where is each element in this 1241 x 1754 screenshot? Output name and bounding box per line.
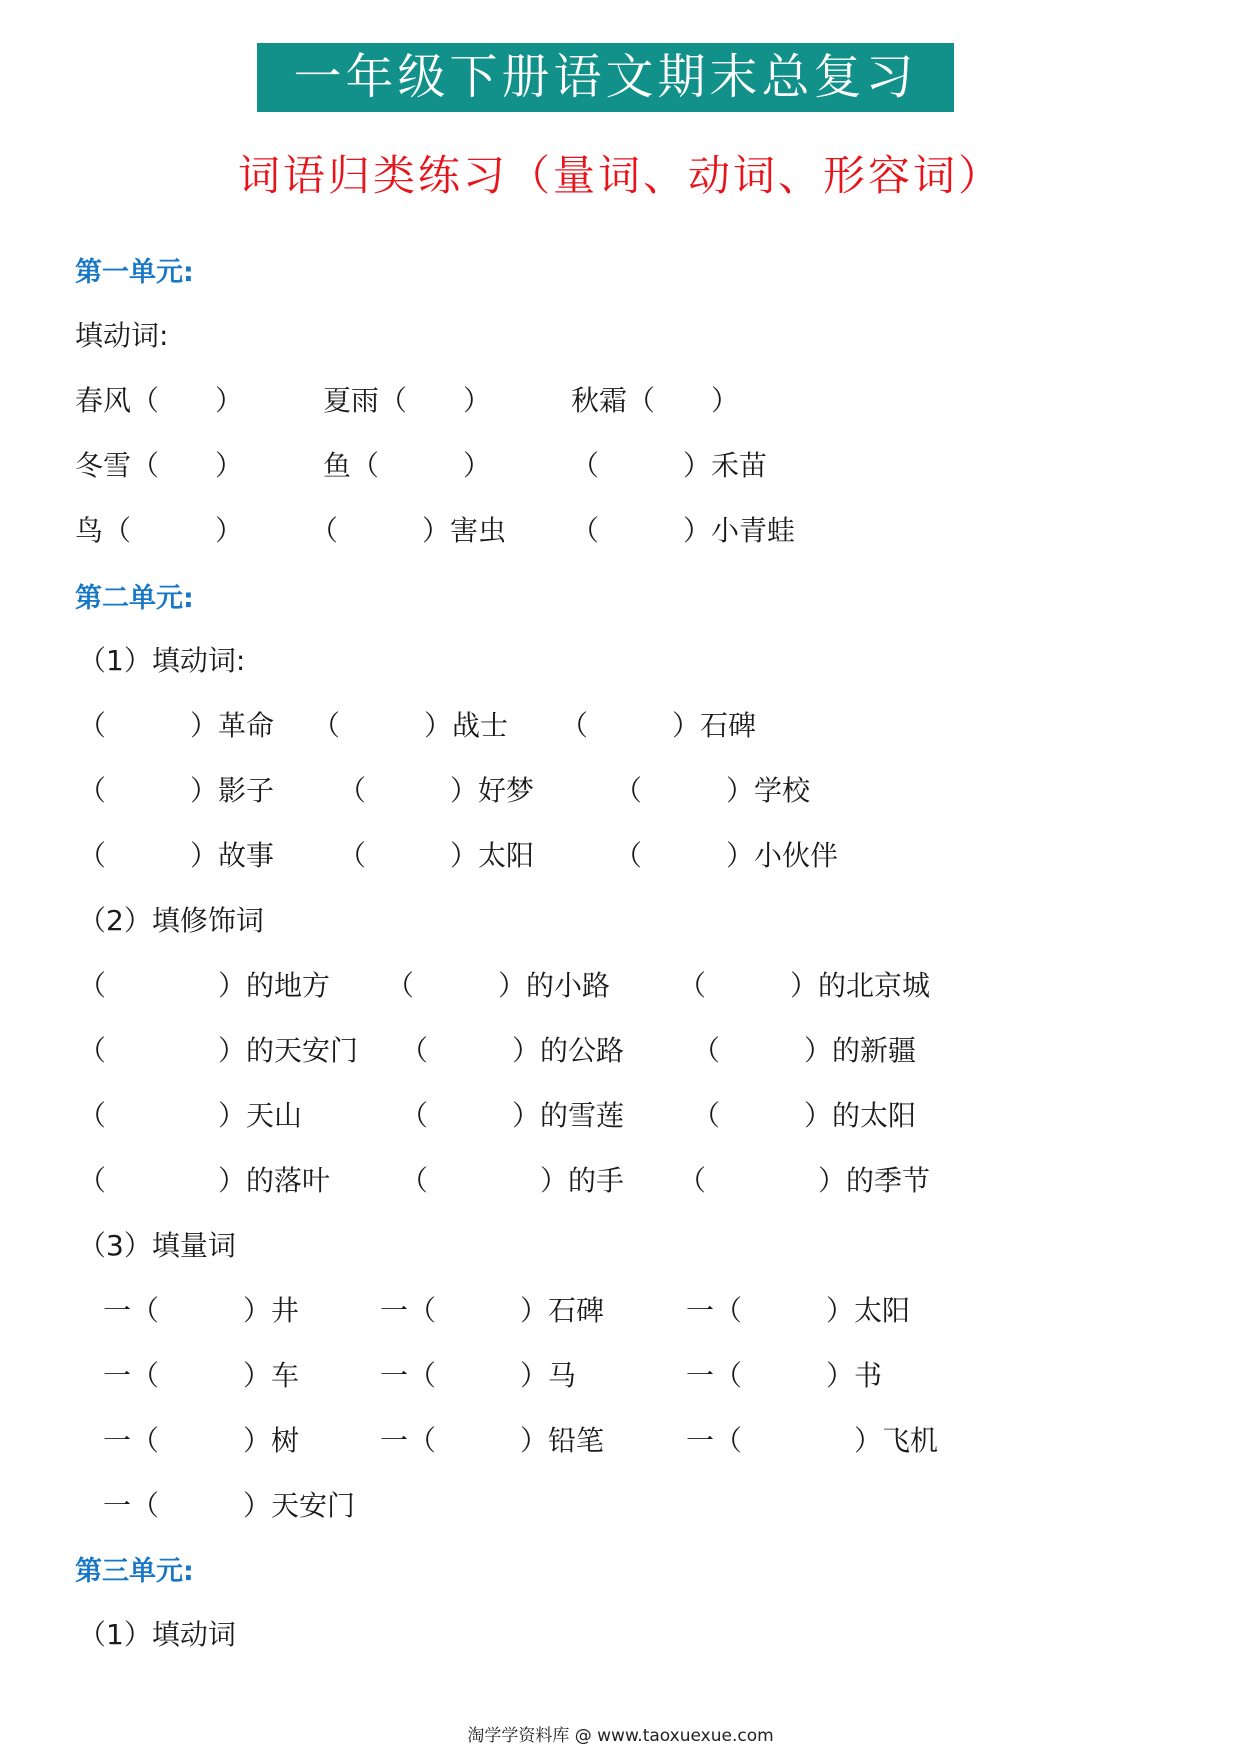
exercise-item: （ ）影子	[78, 774, 275, 807]
exercise-item: 一（ ）井	[103, 1294, 300, 1327]
exercise-item: （ ）的季节	[678, 1164, 931, 1197]
exercise-item: 秋霜（ ）	[571, 384, 740, 417]
exercise-item: （ ）好梦	[338, 774, 535, 807]
exercise-item: （ ）害虫	[310, 514, 507, 547]
exercise-item: 冬雪（ ）	[75, 449, 244, 482]
exercise-item: （ ）天山	[78, 1099, 303, 1132]
exercise-item: 一（ ）天安门	[103, 1489, 356, 1522]
exercise-item: （ ）的落叶	[78, 1164, 331, 1197]
exercise-item: 鱼（ ）	[323, 449, 492, 482]
exercise-item: （ ）学校	[614, 774, 811, 807]
exercise-item: 一（ ）飞机	[686, 1424, 939, 1457]
exercise-item: （ ）的小路	[386, 969, 611, 1002]
unit-2-heading: 第二单元:	[75, 583, 194, 614]
exercise-item: 一（ ）车	[103, 1359, 300, 1392]
exercise-item: （ ）太阳	[338, 839, 535, 872]
exercise-item: （ ）的地方	[78, 969, 331, 1002]
unit-2-part-1-label: （1）填动词:	[78, 644, 246, 677]
exercise-item: （ ）的太阳	[692, 1099, 917, 1132]
exercise-item: （ ）的公路	[400, 1034, 625, 1067]
unit-1-heading: 第一单元:	[75, 257, 194, 288]
page-title: 一年级下册语文期末总复习	[257, 43, 954, 112]
exercise-item: （ ）禾苗	[571, 449, 768, 482]
unit-1-label: 填动词:	[75, 319, 169, 352]
exercise-item: （ ）的新疆	[692, 1034, 917, 1067]
footer-watermark: 淘学学资料库 @ www.taoxuexue.com	[467, 1726, 774, 1746]
exercise-item: 鸟（ ）	[75, 514, 244, 547]
exercise-item: 一（ ）树	[103, 1424, 300, 1457]
exercise-item: 一（ ）太阳	[686, 1294, 911, 1327]
unit-2-part-3-label: （3）填量词	[78, 1229, 236, 1262]
exercise-item: 一（ ）书	[686, 1359, 883, 1392]
exercise-item: 夏雨（ ）	[323, 384, 492, 417]
exercise-item: （ ）的手	[400, 1164, 625, 1197]
exercise-item: （ ）小伙伴	[614, 839, 839, 872]
exercise-item: （ ）的雪莲	[400, 1099, 625, 1132]
unit-3-heading: 第三单元:	[75, 1556, 194, 1587]
exercise-item: 一（ ）马	[380, 1359, 577, 1392]
exercise-item: （ ）的北京城	[678, 969, 931, 1002]
page-subtitle: 词语归类练习（量词、动词、形容词）	[237, 151, 1003, 200]
exercise-item: 春风（ ）	[75, 384, 244, 417]
exercise-item: 一（ ）石碑	[380, 1294, 605, 1327]
exercise-item: （ ）故事	[78, 839, 275, 872]
exercise-item: （ ）石碑	[560, 709, 757, 742]
unit-2-part-2-label: （2）填修饰词	[78, 904, 264, 937]
exercise-item: （ ）小青蛙	[571, 514, 796, 547]
exercise-item: （ ）革命	[78, 709, 275, 742]
exercise-item: 一（ ）铅笔	[380, 1424, 605, 1457]
unit-3-part-1-label: （1）填动词	[78, 1618, 236, 1651]
exercise-item: （ ）的天安门	[78, 1034, 359, 1067]
exercise-item: （ ）战士	[312, 709, 509, 742]
